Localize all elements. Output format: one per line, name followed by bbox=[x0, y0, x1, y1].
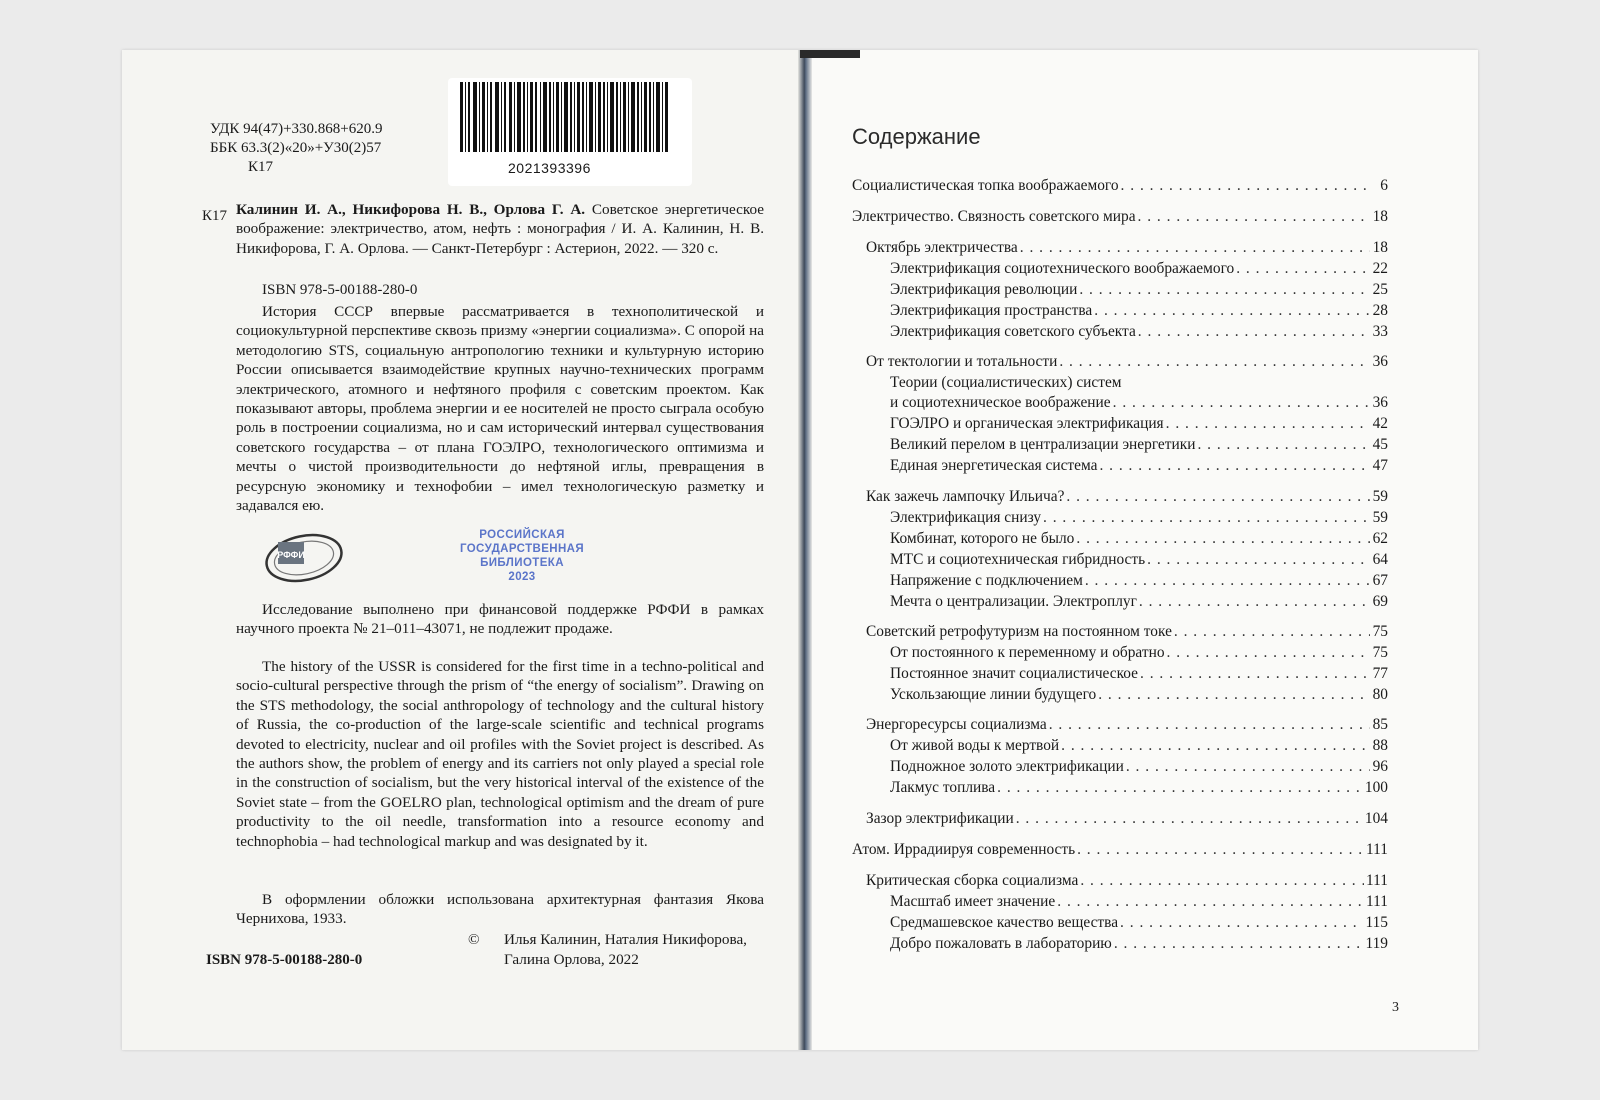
gutter-shadow bbox=[800, 50, 860, 58]
toc-dot-leader bbox=[1061, 736, 1370, 756]
toc-entry-page: 36 bbox=[1372, 394, 1388, 411]
toc-entry-page: 22 bbox=[1372, 260, 1388, 277]
toc-dot-leader bbox=[1020, 238, 1370, 258]
toc-entry bbox=[852, 207, 1388, 227]
toc-entry bbox=[890, 322, 1388, 342]
toc-dot-leader bbox=[1094, 301, 1370, 321]
toc-entry-title: Подножное золото электрификации bbox=[890, 758, 1124, 775]
rffi-logo-text: РФФИ bbox=[277, 550, 305, 560]
toc-dot-leader bbox=[1167, 643, 1370, 663]
toc-entry-title: МТС и социотехническая гибридность bbox=[890, 551, 1146, 568]
toc-entry bbox=[890, 643, 1388, 663]
toc-entry-page: 47 bbox=[1372, 457, 1388, 474]
toc-dot-leader bbox=[1174, 622, 1370, 642]
toc-dot-leader bbox=[1077, 840, 1364, 860]
toc-entry bbox=[866, 487, 1388, 507]
toc-entry-page: 45 bbox=[1372, 436, 1388, 453]
toc-dot-leader bbox=[1098, 685, 1370, 705]
toc-entry-page: 111 bbox=[1366, 893, 1388, 910]
toc-entry bbox=[890, 934, 1388, 954]
toc-entry bbox=[890, 757, 1388, 777]
copyright-line: Илья Калинин, Наталия Никифорова, bbox=[504, 931, 747, 948]
toc-dot-leader bbox=[1138, 207, 1370, 227]
toc-entry bbox=[890, 456, 1388, 476]
toc-dot-leader bbox=[1080, 871, 1364, 891]
author-mark: К17 bbox=[248, 159, 274, 175]
toc-entry-page: 80 bbox=[1372, 686, 1388, 703]
toc-entry bbox=[890, 259, 1388, 279]
copyright-line: Галина Орлова, 2022 bbox=[504, 951, 639, 968]
toc-entry-page: 100 bbox=[1364, 779, 1388, 796]
stamp-line: БИБЛИОТЕКА bbox=[480, 557, 564, 569]
toc-dot-leader bbox=[1085, 571, 1370, 591]
toc-entry-page: 62 bbox=[1372, 530, 1388, 547]
toc-entry-title: Электрификация снизу bbox=[890, 509, 1042, 526]
toc-entry-page: 64 bbox=[1372, 551, 1388, 568]
toc-entry-title: Советский ретрофутуризм на постоянном токе bbox=[866, 623, 1172, 640]
toc-entry bbox=[890, 280, 1388, 300]
toc-entry bbox=[890, 778, 1388, 798]
biblio-text: Советское энергетическое воображение: электричество, атом, нефть : монография / И. А. Калинин, Н. В. Никифорова, Г. А. Орлова. — Санкт-Петербург : Астерион, 2022. — 320 с. bbox=[236, 201, 764, 257]
toc-entry-title: Как зажечь лампочку Ильича? bbox=[866, 488, 1065, 505]
toc-entry-page: 18 bbox=[1372, 208, 1388, 225]
toc-dot-leader bbox=[1166, 414, 1370, 434]
toc-entry-title: Атом. Иррадиируя современность bbox=[852, 841, 1076, 858]
bibliographic-record bbox=[236, 200, 764, 258]
toc-entry-title: Комбинат, которого не было bbox=[890, 530, 1075, 547]
toc-entry-title: Напряжение с подключением bbox=[890, 572, 1083, 589]
toc-entry-title: Мечта о централизации. Электроплуг bbox=[890, 593, 1137, 610]
toc-entry-page: 18 bbox=[1372, 239, 1388, 256]
stamp-line: ГОСУДАРСТВЕННАЯ bbox=[459, 543, 585, 555]
toc-entry-page: 28 bbox=[1372, 302, 1388, 319]
toc-entry-page: 85 bbox=[1372, 716, 1388, 733]
toc-entry-page: 88 bbox=[1372, 737, 1388, 754]
toc-entry bbox=[866, 871, 1388, 891]
toc-dot-leader bbox=[1099, 456, 1370, 476]
toc-dot-leader bbox=[1197, 435, 1370, 455]
toc-dot-leader bbox=[1049, 715, 1370, 735]
toc-entry bbox=[866, 622, 1388, 642]
toc-dot-leader bbox=[1079, 280, 1370, 300]
toc-entry bbox=[890, 529, 1388, 549]
toc-entry bbox=[890, 393, 1388, 413]
toc-dot-leader bbox=[1066, 487, 1370, 507]
toc-dot-leader bbox=[1113, 393, 1370, 413]
toc-entry-page: 104 bbox=[1364, 810, 1388, 827]
classification-codes bbox=[210, 120, 383, 177]
library-stamp bbox=[456, 528, 588, 584]
cover-note: В оформлении обложки использована архитектурная фантазия Якова Чернихова, 1933. bbox=[236, 891, 764, 928]
toc-entry bbox=[890, 508, 1388, 528]
toc-dot-leader bbox=[1057, 892, 1364, 912]
toc-entry-page: 77 bbox=[1372, 665, 1388, 682]
toc-entry-page: 59 bbox=[1372, 488, 1388, 505]
toc-entry-title: Октябрь электричества bbox=[866, 239, 1018, 256]
toc-entry bbox=[852, 840, 1388, 860]
toc-entry bbox=[866, 238, 1388, 258]
toc-entry-page: 115 bbox=[1365, 914, 1388, 931]
toc-entry-page: 111 bbox=[1366, 872, 1388, 889]
rffi-logo-icon bbox=[262, 528, 346, 586]
toc-dot-leader bbox=[1120, 913, 1363, 933]
toc-entry bbox=[890, 571, 1388, 591]
toc-dot-leader bbox=[1236, 259, 1370, 279]
toc-entry bbox=[890, 435, 1388, 455]
toc-dot-leader bbox=[1139, 592, 1370, 612]
toc-entry-title: Добро пожаловать в лабораторию bbox=[890, 935, 1112, 952]
toc-dot-leader bbox=[1114, 934, 1364, 954]
toc-dot-leader bbox=[1126, 757, 1370, 777]
toc-entry bbox=[890, 685, 1388, 705]
isbn-line: ISBN 978-5-00188-280-0 bbox=[262, 282, 418, 298]
toc-dot-leader bbox=[1140, 664, 1370, 684]
barcode-icon bbox=[460, 82, 680, 158]
toc-entry-title: Электричество. Связность советского мира bbox=[852, 208, 1136, 225]
biblio-authors: Калинин И. А., Никифорова Н. В., Орлова Г. А. bbox=[236, 201, 586, 218]
toc-entry-title: Теории (социалистических) систем bbox=[890, 374, 1122, 391]
toc-entry-title: Электрификация революции bbox=[890, 281, 1078, 298]
copyright-notice bbox=[468, 930, 747, 970]
toc-entry-title: Ускользающие линии будущего bbox=[890, 686, 1097, 703]
toc-entry-page: 67 bbox=[1372, 572, 1388, 589]
toc-entry bbox=[866, 715, 1388, 735]
toc-entry-page: 96 bbox=[1372, 758, 1388, 775]
toc-entry-page: 33 bbox=[1372, 323, 1388, 340]
toc-entry bbox=[890, 664, 1388, 684]
toc-dot-leader bbox=[1121, 176, 1370, 196]
toc-entry-title: От тектологии и тотальности bbox=[866, 353, 1058, 370]
isbn-bottom: ISBN 978-5-00188-280-0 bbox=[206, 952, 363, 968]
side-author-mark: К17 bbox=[202, 208, 228, 224]
toc-entry-page: 59 bbox=[1372, 509, 1388, 526]
toc-dot-leader bbox=[1147, 550, 1370, 570]
toc-entry-title: Великий перелом в централизации энергетики bbox=[890, 436, 1196, 453]
toc-entry-page: 69 bbox=[1372, 593, 1388, 610]
toc-entry bbox=[890, 892, 1388, 912]
toc-dot-leader bbox=[1076, 529, 1370, 549]
toc-entry-title: Лакмус топлива bbox=[890, 779, 996, 796]
toc-entry bbox=[890, 301, 1388, 321]
toc-entry-title: Единая энергетическая система bbox=[890, 457, 1098, 474]
toc-dot-leader bbox=[1138, 322, 1370, 342]
toc-entry-title: Электрификация социотехнического воображаемого bbox=[890, 260, 1235, 277]
stamp-line: РОССИЙСКАЯ bbox=[479, 529, 565, 541]
toc-entry-title: ГОЭЛРО и органическая электрификация bbox=[890, 415, 1164, 432]
stamp-line: 2023 bbox=[508, 571, 536, 583]
barcode-number: 2021393396 bbox=[508, 160, 591, 176]
funding-note: Исследование выполнено при финансовой поддержке РФФИ в рамках научного проекта № 21–011–43071, не подлежит продаже. bbox=[236, 601, 764, 638]
toc-entry-title: Постоянное значит социалистическое bbox=[890, 665, 1139, 682]
toc-dot-leader bbox=[997, 778, 1363, 798]
toc-entry-title: Электрификация пространства bbox=[890, 302, 1093, 319]
book-gutter bbox=[798, 50, 812, 1050]
toc-entry-title: и социотехническое воображение bbox=[890, 394, 1111, 411]
toc-entry-title: От постоянного к переменному и обратно bbox=[890, 644, 1165, 661]
toc-entry bbox=[852, 176, 1388, 196]
toc-entry bbox=[866, 352, 1388, 372]
toc-dot-leader bbox=[1043, 508, 1370, 528]
toc-dot-leader bbox=[1059, 352, 1370, 372]
toc-entry bbox=[890, 550, 1388, 570]
toc-entry bbox=[890, 736, 1388, 756]
bbk-code: ББК 63.3(2)«20»+У30(2)57 bbox=[210, 140, 382, 156]
annotation-russian: История СССР впервые рассматривается в технополитической и социокультурной перспективе сквозь призму «энергии социализма». С опорой на методологию STS, социальную антропологию техники и культурную историю России описывается взаимодействие крупных научно-технических программ электрического, атомного и нефтяного профиля с советским проектом. Как показывают авторы, проблема энергии и ее носителей не просто сыграла особую роль в построении социализма, но и сам исторический интервал существования советского государства – от плана ГОЭЛРО, технологического оптимизма и мечты о чистой производительности до нефтяной иглы, превращения в ресурсную экономику и технофобии – имел технологическую разметку и задавался ею. bbox=[236, 303, 764, 515]
toc-entry-title: Масштаб имеет значение bbox=[890, 893, 1056, 910]
toc-entry-page: 42 bbox=[1372, 415, 1388, 432]
toc-title: Содержание bbox=[852, 124, 981, 149]
toc-entry-title: От живой воды к мертвой bbox=[890, 737, 1060, 754]
toc-entry-title: Зазор электрификации bbox=[866, 810, 1014, 827]
toc-dot-leader bbox=[1016, 809, 1363, 829]
toc-entry-page: 75 bbox=[1372, 644, 1388, 661]
toc-entry-title: Критическая сборка социализма bbox=[866, 872, 1079, 889]
toc-entry-page: 75 bbox=[1372, 623, 1388, 640]
toc-entry-title: Электрификация советского субъекта bbox=[890, 323, 1136, 340]
toc-entry-page: 111 bbox=[1366, 841, 1388, 858]
toc-entry bbox=[866, 809, 1388, 829]
toc-entry-title: Социалистическая топка воображаемого bbox=[852, 177, 1119, 194]
page-number: 3 bbox=[1392, 1000, 1399, 1015]
toc-entry bbox=[890, 373, 1388, 393]
toc-entry-page: 36 bbox=[1372, 353, 1388, 370]
annotation-english: The history of the USSR is considered for the first time in a techno-political and socio-cultural perspective through the prism of “the energy of socialism”. Drawing on the STS methodology, the social anthropology of technology and the cultural history of Russia, the co-production of the large-scale scientific and technical programs devoted to electricity, nuclear and oil profiles with the Soviet project is described. As the authors show, the problem of energy and its carriers not only played a special role in the construction of socialism, but the very historical interval of the existence of the Soviet state – from the GOELRO plan, technological optimism and the dream of pure productivity to the oil needle, transformation into a resource economy and technophobia – had technological markup and was designated by it. bbox=[236, 658, 764, 850]
toc-entry-title: Энергоресурсы социализма bbox=[866, 716, 1047, 733]
toc-entry-page: 119 bbox=[1365, 935, 1388, 952]
toc-entry-page: 25 bbox=[1372, 281, 1388, 298]
toc-entry-page: 6 bbox=[1380, 177, 1388, 194]
toc-entry-title: Средмашевское качество вещества bbox=[890, 914, 1119, 931]
toc-entry bbox=[890, 592, 1388, 612]
copyright-symbol: © bbox=[468, 931, 480, 948]
toc-entry bbox=[890, 414, 1388, 434]
udk-code: УДК 94(47)+330.868+620.9 bbox=[210, 121, 383, 137]
toc-entry bbox=[890, 913, 1388, 933]
